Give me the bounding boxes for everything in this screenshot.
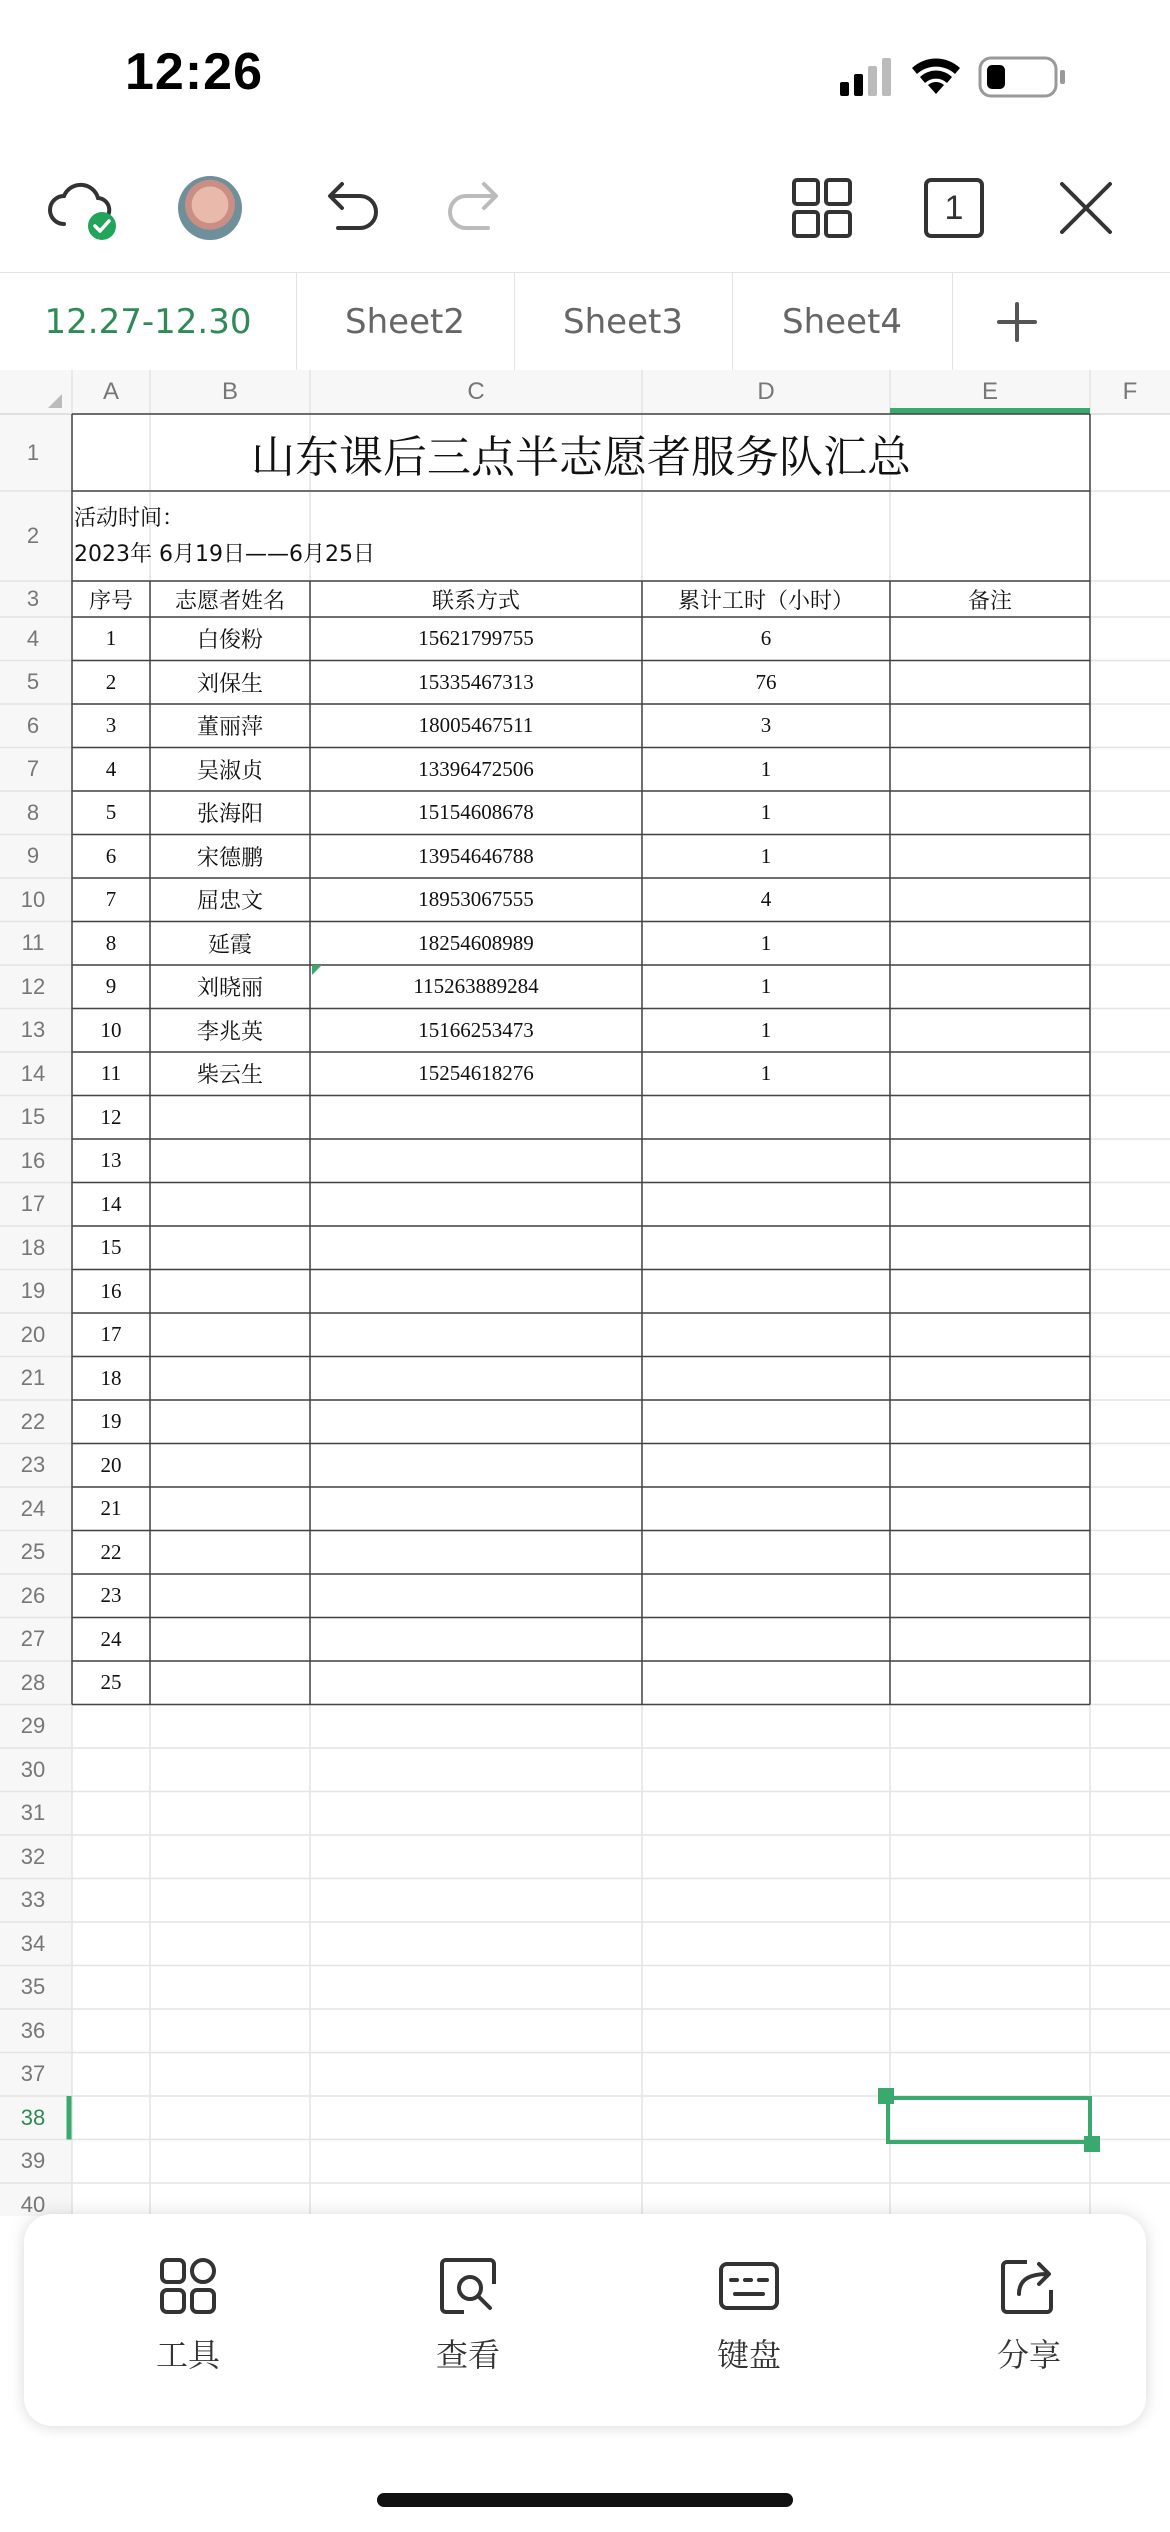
spreadsheet-grid[interactable] [0, 370, 1170, 2216]
row-header-38[interactable]: 38 [20, 2104, 46, 2130]
table-header-cell[interactable]: 联系方式 [431, 588, 520, 614]
table-cell[interactable]: 刘保生 [196, 671, 263, 697]
table-cell[interactable] [150, 1661, 310, 1705]
table-cell[interactable]: 21 [100, 1496, 122, 1521]
table-cell[interactable] [310, 1096, 642, 1140]
column-header-b[interactable]: B [221, 378, 238, 405]
table-cell[interactable] [890, 922, 1090, 966]
table-header-cell[interactable]: 备注 [967, 588, 1012, 614]
table-cell[interactable]: 吴淑贞 [196, 758, 263, 784]
table-cell[interactable] [150, 1183, 310, 1227]
activity-dates[interactable]: 2023年 6月19日——6月25日 [74, 542, 375, 567]
table-cell[interactable]: 15166253473 [418, 1017, 534, 1042]
table-cell[interactable] [890, 1096, 1090, 1140]
row-header-3[interactable]: 3 [26, 586, 40, 611]
table-cell[interactable]: 1 [760, 930, 772, 955]
home-indicator [377, 2493, 793, 2507]
table-cell[interactable]: 1 [760, 800, 772, 825]
table-cell[interactable] [890, 965, 1090, 1009]
table-cell[interactable] [310, 1270, 642, 1314]
table-cell[interactable]: 白俊粉 [196, 628, 263, 654]
column-header-c[interactable]: C [467, 378, 485, 405]
table-cell[interactable] [310, 1618, 642, 1662]
table-cell[interactable] [150, 1574, 310, 1618]
table-cell[interactable] [890, 1052, 1090, 1096]
row-header-1[interactable]: 1 [26, 439, 40, 465]
view-label: 查看 [435, 2336, 500, 2374]
tools-button[interactable] [108, 2254, 268, 2394]
table-cell[interactable] [150, 1531, 310, 1575]
table-cell[interactable] [890, 1487, 1090, 1531]
table-cell[interactable]: 25 [100, 1670, 122, 1695]
table-cell[interactable] [890, 1531, 1090, 1575]
table-cell[interactable] [642, 1139, 890, 1183]
table-cell[interactable] [890, 1574, 1090, 1618]
table-cell[interactable] [642, 1487, 890, 1531]
table-cell[interactable]: 1 [760, 1017, 772, 1042]
column-header-e[interactable]: E [981, 378, 998, 405]
table-cell[interactable] [310, 1400, 642, 1444]
table-cell[interactable]: 24 [100, 1626, 122, 1651]
table-cell[interactable] [890, 1618, 1090, 1662]
table-cell[interactable] [150, 1487, 310, 1531]
table-cell[interactable] [890, 704, 1090, 748]
sheet-title-cell[interactable]: 山东课后三点半志愿者服务队汇总 [251, 431, 911, 483]
table-cell[interactable]: 1 [760, 756, 772, 781]
tab-sheet2[interactable]: Sheet2 [296, 273, 515, 371]
table-cell[interactable]: 13954646788 [418, 843, 534, 868]
row-header-8[interactable]: 8 [26, 799, 40, 825]
table-cell[interactable] [890, 1226, 1090, 1270]
view-button[interactable] [388, 2254, 548, 2394]
add-sheet-button[interactable] [952, 273, 1082, 371]
table-cell[interactable]: 18005467511 [418, 713, 534, 738]
row-header-30[interactable]: 30 [20, 1756, 46, 1782]
table-cell[interactable] [150, 1400, 310, 1444]
share-label: 分享 [996, 2336, 1061, 2374]
table-cell[interactable] [890, 1444, 1090, 1488]
table-cell[interactable] [150, 1096, 310, 1140]
avatar[interactable] [178, 176, 242, 240]
plus-icon [995, 300, 1039, 344]
cellular-signal-icon [840, 58, 891, 96]
row-header-16[interactable]: 16 [20, 1147, 46, 1173]
table-cell[interactable] [310, 1661, 642, 1705]
row-header-5[interactable]: 5 [26, 669, 40, 695]
row-header-26[interactable]: 26 [20, 1582, 46, 1608]
row-header-23[interactable]: 23 [20, 1452, 46, 1478]
table-cell[interactable] [642, 1096, 890, 1140]
table-cell[interactable]: 1 [760, 974, 772, 999]
table-cell[interactable] [642, 1357, 890, 1401]
keyboard-button[interactable] [669, 2254, 829, 2394]
wifi-icon [912, 58, 960, 94]
table-cell[interactable]: 18953067555 [418, 887, 534, 912]
table-cell[interactable]: 延霞 [207, 932, 252, 958]
table-cell[interactable]: 董丽萍 [196, 715, 263, 741]
battery-icon [980, 58, 1065, 96]
row-header-12[interactable]: 12 [20, 973, 46, 999]
row-header-19[interactable]: 19 [20, 1278, 46, 1304]
tab-sheet4[interactable]: Sheet4 [732, 273, 953, 371]
table-cell[interactable]: 19 [100, 1409, 122, 1434]
table-cell[interactable] [310, 1313, 642, 1357]
table-cell[interactable]: 13 [100, 1148, 122, 1173]
row-header-27[interactable]: 27 [20, 1626, 46, 1652]
table-cell[interactable]: 11 [100, 1061, 122, 1086]
table-cell[interactable]: 22 [100, 1539, 122, 1564]
column-header-a[interactable]: A [102, 378, 119, 405]
tab-12-27-12-30[interactable]: 12.27-12.30 [0, 273, 297, 371]
table-cell[interactable]: 2 [105, 669, 117, 694]
table-cell[interactable] [890, 1400, 1090, 1444]
row-header-29[interactable]: 29 [20, 1713, 46, 1739]
row-header-40[interactable]: 40 [20, 2191, 46, 2216]
row-header-6[interactable]: 6 [26, 712, 40, 738]
table-header-cell[interactable]: 累计工时（小时） [677, 588, 854, 614]
table-cell[interactable]: 76 [755, 669, 777, 694]
share-button[interactable] [949, 2254, 1109, 2394]
table-cell[interactable] [890, 661, 1090, 705]
table-cell[interactable]: 17 [100, 1322, 122, 1347]
status-time: 12:26 [125, 43, 263, 101]
tab-sheet3[interactable]: Sheet3 [514, 273, 733, 371]
table-cell[interactable]: 3 [760, 713, 772, 738]
table-cell[interactable] [890, 1661, 1090, 1705]
table-cell[interactable] [310, 1139, 642, 1183]
table-cell[interactable] [310, 1444, 642, 1488]
table-cell[interactable] [642, 1661, 890, 1705]
selected-cell-e38[interactable] [886, 2096, 1092, 2144]
row-header-39[interactable]: 39 [20, 2148, 46, 2174]
view-icon [436, 2254, 500, 2318]
table-cell[interactable]: 20 [100, 1452, 122, 1477]
row-header-31[interactable]: 31 [20, 1800, 46, 1826]
table-cell[interactable] [890, 835, 1090, 879]
row-header-14[interactable]: 14 [20, 1060, 46, 1086]
table-cell[interactable]: 张海阳 [196, 802, 263, 828]
table-cell[interactable]: 15154608678 [418, 800, 534, 825]
table-cell[interactable]: 1 [760, 1061, 772, 1086]
table-cell[interactable] [642, 1313, 890, 1357]
table-cell[interactable]: 宋德鹏 [196, 845, 263, 871]
row-header-18[interactable]: 18 [20, 1234, 46, 1260]
table-cell[interactable] [310, 1487, 642, 1531]
table-cell[interactable]: 15254618276 [418, 1061, 534, 1086]
status-icons [840, 52, 1090, 108]
table-cell[interactable] [890, 1183, 1090, 1227]
row-header-7[interactable]: 7 [26, 756, 40, 782]
row-header-17[interactable]: 17 [20, 1191, 46, 1217]
table-cell[interactable]: 16 [100, 1278, 122, 1303]
selection-handle-bottom-right[interactable] [1084, 2136, 1100, 2152]
window-count-icon[interactable] [916, 170, 992, 246]
tools-label: 工具 [155, 2336, 220, 2374]
row-header-11[interactable]: 11 [21, 930, 45, 956]
table-cell[interactable]: 115263889284 [413, 974, 539, 999]
table-cell[interactable]: 柴云生 [196, 1063, 263, 1089]
table-cell[interactable]: 12 [100, 1104, 122, 1129]
row-header-34[interactable]: 34 [20, 1930, 46, 1956]
keyboard-icon [717, 2254, 781, 2318]
table-cell[interactable] [150, 1618, 310, 1662]
table-cell[interactable] [150, 1313, 310, 1357]
table-header-cell[interactable]: 序号 [88, 588, 133, 614]
tools-icon [156, 2254, 220, 2318]
table-cell[interactable]: 18254608989 [418, 930, 534, 955]
table-cell[interactable]: 13396472506 [418, 756, 534, 781]
redo-icon[interactable] [440, 170, 516, 246]
table-cell[interactable] [310, 1183, 642, 1227]
row-header-32[interactable]: 32 [20, 1843, 46, 1869]
row-header-13[interactable]: 13 [20, 1017, 46, 1043]
table-cell[interactable] [310, 1574, 642, 1618]
close-icon[interactable] [1048, 170, 1124, 246]
cloud-sync-icon[interactable] [44, 170, 120, 246]
table-cell[interactable]: 刘晓丽 [196, 976, 263, 1002]
table-cell[interactable]: 6 [760, 626, 772, 651]
table-cell[interactable]: 10 [100, 1017, 122, 1042]
row-header-37[interactable]: 37 [20, 2061, 46, 2087]
grid-view-icon[interactable] [784, 170, 860, 246]
row-header-4[interactable]: 4 [26, 625, 40, 651]
table-cell[interactable] [642, 1444, 890, 1488]
table-cell[interactable]: 9 [105, 974, 117, 999]
table-cell[interactable] [310, 1531, 642, 1575]
table-cell[interactable] [890, 1139, 1090, 1183]
table-cell[interactable]: 14 [100, 1191, 122, 1216]
table-cell[interactable]: 4 [760, 887, 772, 912]
activity-label[interactable]: 活动时间： [74, 506, 185, 531]
bottom-toolbar [24, 2214, 1146, 2426]
table-cell[interactable]: 3 [105, 713, 117, 738]
table-cell[interactable]: 15621799755 [418, 626, 534, 651]
table-cell[interactable] [642, 1618, 890, 1662]
table-cell[interactable] [150, 1444, 310, 1488]
table-cell[interactable] [890, 791, 1090, 835]
row-header-35[interactable]: 35 [20, 1974, 46, 2000]
table-cell[interactable]: 4 [105, 756, 117, 781]
table-cell[interactable] [150, 1357, 310, 1401]
table-cell[interactable] [890, 1009, 1090, 1053]
table-cell[interactable]: 屈忠文 [196, 889, 263, 915]
table-cell[interactable] [890, 878, 1090, 922]
row-header-15[interactable]: 15 [20, 1104, 46, 1130]
row-header-2[interactable]: 2 [26, 523, 40, 548]
row-header-10[interactable]: 10 [20, 886, 46, 912]
table-cell[interactable] [642, 1270, 890, 1314]
window-count-label: 1 [944, 188, 964, 227]
table-cell[interactable]: 18 [100, 1365, 122, 1390]
table-cell[interactable] [890, 1357, 1090, 1401]
row-header-36[interactable]: 36 [20, 2017, 46, 2043]
table-cell[interactable] [642, 1226, 890, 1270]
table-cell[interactable] [150, 1270, 310, 1314]
table-cell[interactable] [310, 1357, 642, 1401]
table-cell[interactable]: 1 [760, 843, 772, 868]
table-cell[interactable]: 8 [105, 930, 117, 955]
row-header-25[interactable]: 25 [20, 1539, 46, 1565]
sheet-tab-bar [0, 272, 1170, 372]
table-cell[interactable]: 15335467313 [418, 669, 534, 694]
table-cell[interactable]: 5 [105, 800, 117, 825]
table-cell[interactable]: 6 [105, 843, 117, 868]
keyboard-label: 键盘 [716, 2336, 781, 2374]
row-header-20[interactable]: 20 [20, 1321, 46, 1347]
table-cell[interactable] [150, 1139, 310, 1183]
table-cell[interactable]: 1 [105, 626, 117, 651]
row-header-21[interactable]: 21 [20, 1365, 46, 1391]
share-icon [997, 2254, 1061, 2318]
table-cell[interactable] [310, 1226, 642, 1270]
table-cell[interactable]: 23 [100, 1583, 122, 1608]
selection-handle-top-left[interactable] [878, 2088, 894, 2104]
table-cell[interactable] [890, 617, 1090, 661]
table-cell[interactable] [890, 1270, 1090, 1314]
column-header-f[interactable]: F [1122, 378, 1138, 405]
table-header-cell[interactable]: 志愿者姓名 [174, 588, 285, 614]
row-header-9[interactable]: 9 [26, 843, 40, 869]
undo-icon[interactable] [310, 170, 386, 246]
column-header-d[interactable]: D [757, 378, 775, 405]
table-cell[interactable] [642, 1531, 890, 1575]
table-cell[interactable]: 15 [100, 1235, 122, 1260]
row-header-22[interactable]: 22 [20, 1408, 46, 1434]
row-header-24[interactable]: 24 [20, 1495, 46, 1521]
row-header-33[interactable]: 33 [20, 1887, 46, 1913]
table-cell[interactable] [642, 1183, 890, 1227]
table-cell[interactable] [642, 1574, 890, 1618]
row-header-28[interactable]: 28 [20, 1669, 46, 1695]
table-cell[interactable] [890, 1313, 1090, 1357]
table-cell[interactable] [642, 1400, 890, 1444]
table-cell[interactable] [150, 1226, 310, 1270]
table-cell[interactable] [890, 748, 1090, 792]
table-cell[interactable]: 7 [105, 887, 117, 912]
table-cell[interactable]: 李兆英 [196, 1019, 263, 1045]
